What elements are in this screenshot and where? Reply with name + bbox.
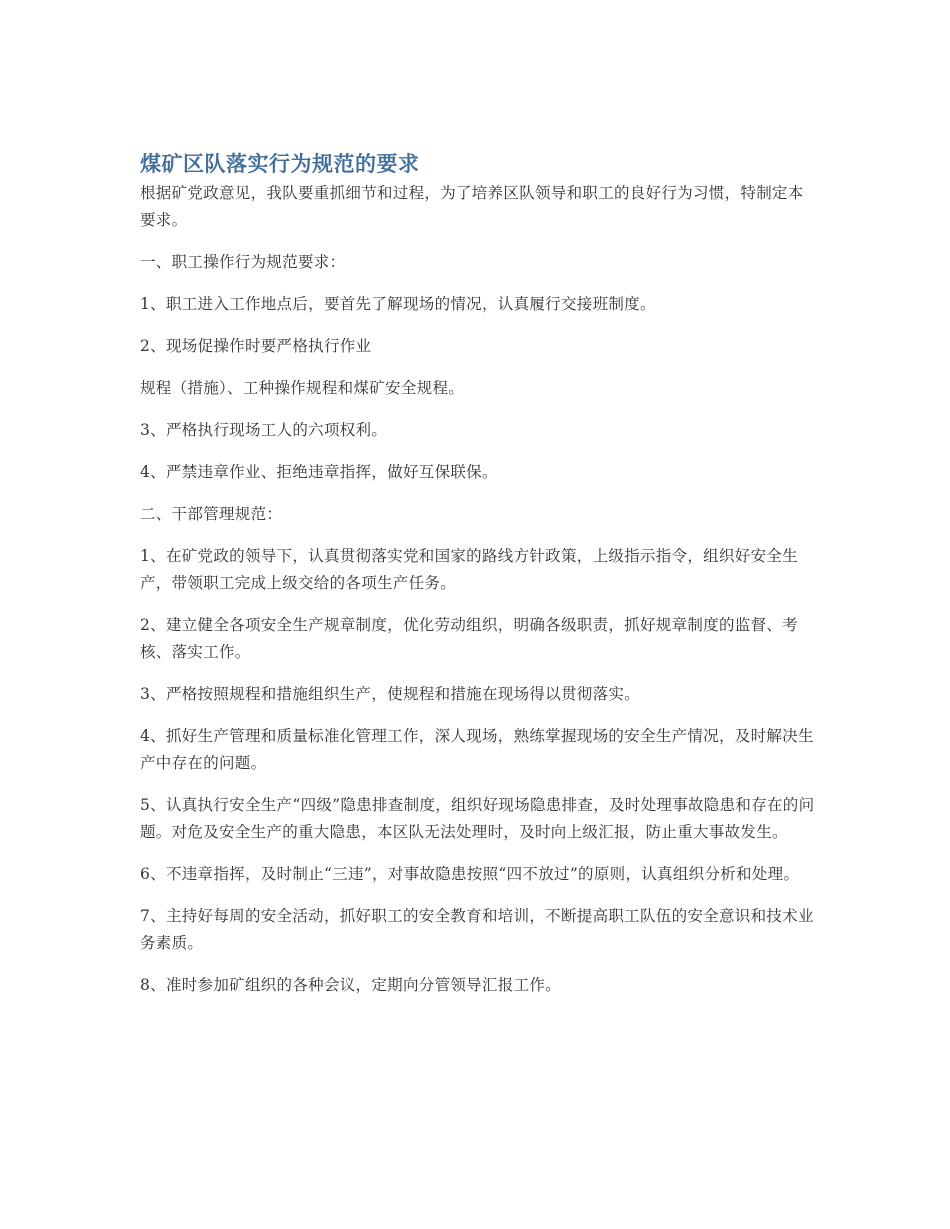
worker-rule-2: 2、现场促操作时要严格执行作业 (140, 337, 372, 355)
worker-rule-2-continued: 规程（措施）、工种操作规程和煤矿安全规程。 (140, 379, 465, 397)
document-title: 煤矿区队落实行为规范的要求 (140, 152, 420, 176)
cadre-rule-1: 1、在矿党政的领导下，认真贯彻落实党和国家的路线方针政策，上级指示指令，组织好安全生产，带领职工完成上级交给的各项生产任务。 (140, 547, 798, 592)
cadre-rule-6: 6、不违章指挥，及时制止“三违”，对事故隐患按照“四不放过”的原则，认真组织分析和处理。 (140, 865, 800, 883)
section-heading-worker: 一、职工操作行为规范要求： (140, 253, 346, 271)
worker-rule-3: 3、严格执行现场工人的六项权利。 (140, 421, 388, 439)
worker-rule-1: 1、职工进入工作地点后，要首先了解现场的情况，认真履行交接班制度。 (140, 295, 656, 313)
cadre-rule-2: 2、建立健全各项安全生产规章制度，优化劳动组织，明确各级职责，抓好规章制度的监督、考核、落实工作。 (140, 616, 798, 661)
cadre-rule-3: 3、严格按照规程和措施组织生产，使规程和措施在现场得以贯彻落实。 (140, 685, 640, 703)
cadre-rule-4: 4、抓好生产管理和质量标准化管理工作，深人现场，熟练掌握现场的安全生产情况，及时解决生产中存在的问题。 (140, 727, 814, 772)
document-page (140, 148, 815, 1014)
section-heading-cadre: 二、干部管理规范： (140, 505, 283, 523)
worker-rule-4: 4、严禁违章作业、拒绝违章指挥，做好互保联保。 (140, 463, 498, 481)
cadre-rule-5: 5、认真执行安全生产“四级”隐患排查制度，组织好现场隐患排查，及时处理事故隐患和存在的问题。对危及安全生产的重大隐患，本区队无法处理时，及时向上级汇报，防止重大事故发生。 (140, 796, 815, 841)
cadre-rule-8: 8、准时参加矿组织的各种会议，定期向分管领导汇报工作。 (140, 976, 561, 994)
intro-paragraph: 根据矿党政意见，我队要重抓细节和过程，为了培养区队领导和职工的良好行为习惯，特制定本要求。 (140, 184, 804, 229)
cadre-rule-7: 7、主持好每周的安全活动，抓好职工的安全教育和培训，不断提高职工队伍的安全意识和技术业务素质。 (140, 907, 814, 952)
